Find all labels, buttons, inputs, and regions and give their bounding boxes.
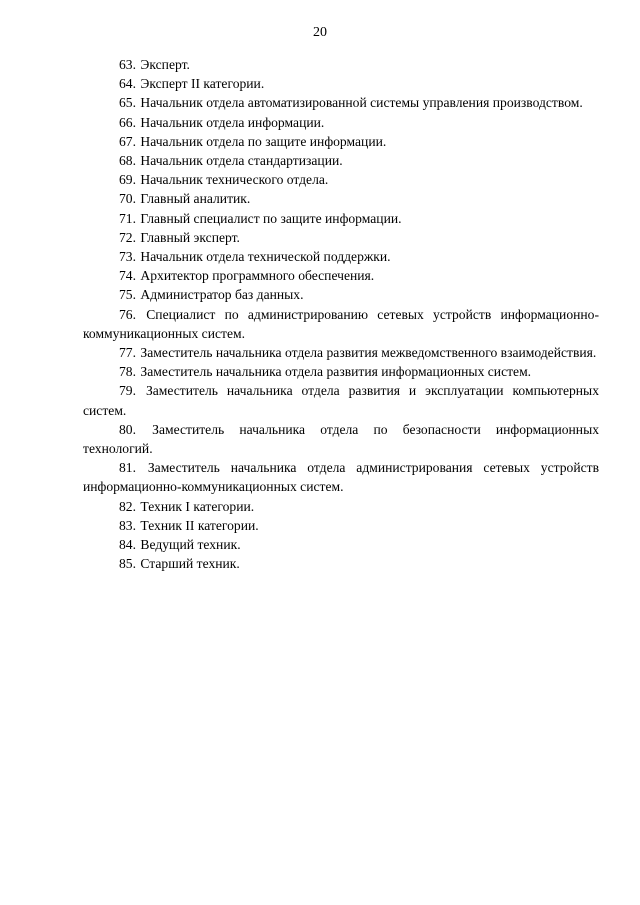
item-number: 69. bbox=[119, 172, 136, 188]
list-item bbox=[83, 170, 599, 189]
item-number: 73. bbox=[119, 249, 136, 265]
item-text: Специалист по администрированию сетевых устройств информационно-коммуникационных систем. bbox=[83, 306, 599, 341]
list-item bbox=[83, 362, 599, 381]
item-text: Начальник отдела по защите информации. bbox=[140, 133, 387, 149]
list-item bbox=[83, 381, 599, 419]
item-text: Эксперт II категории. bbox=[140, 76, 265, 92]
item-number: 76. bbox=[119, 306, 136, 322]
item-text: Техник II категории. bbox=[140, 517, 259, 533]
list-item bbox=[83, 209, 599, 228]
list-item bbox=[83, 343, 599, 362]
list-item bbox=[83, 497, 599, 516]
list-item bbox=[83, 516, 599, 535]
list-item bbox=[83, 266, 599, 285]
item-number: 79. bbox=[119, 383, 136, 399]
item-text: Техник I категории. bbox=[140, 498, 255, 514]
item-number: 72. bbox=[119, 229, 136, 245]
item-number: 63. bbox=[119, 57, 136, 72]
list-item bbox=[83, 420, 599, 458]
item-text: Архитектор программного обеспечения. bbox=[140, 268, 375, 284]
item-text: Эксперт. bbox=[140, 57, 190, 72]
item-number: 71. bbox=[119, 210, 136, 226]
item-number: 81. bbox=[119, 460, 136, 476]
list-item bbox=[83, 285, 599, 304]
item-number: 77. bbox=[119, 345, 136, 361]
item-number: 83. bbox=[119, 517, 136, 533]
item-number: 70. bbox=[119, 191, 136, 207]
item-number: 66. bbox=[119, 114, 136, 130]
item-text: Главный специалист по защите информации. bbox=[140, 210, 402, 226]
list-item bbox=[83, 535, 599, 554]
list-item bbox=[83, 228, 599, 247]
page-number: 20 bbox=[313, 25, 327, 40]
list-item bbox=[83, 151, 599, 170]
item-text: Начальник отдела информации. bbox=[140, 114, 325, 130]
item-text: Главный эксперт. bbox=[140, 229, 240, 245]
item-text: Главный аналитик. bbox=[140, 191, 251, 207]
list-item bbox=[83, 458, 599, 496]
list-item bbox=[83, 74, 599, 93]
item-number: 74. bbox=[119, 268, 136, 284]
item-number: 68. bbox=[119, 153, 136, 169]
item-text: Ведущий техник. bbox=[140, 537, 241, 553]
item-text: Старший техник. bbox=[140, 556, 240, 572]
item-text: Заместитель начальника отдела развития и эксплуатации компьютерных систем. bbox=[83, 383, 599, 418]
list-item bbox=[83, 55, 599, 74]
item-number: 80. bbox=[119, 421, 136, 437]
list-item bbox=[83, 113, 599, 132]
item-text: Заместитель начальника отдела администрирования сетевых устройств информационно-коммуникационных систем. bbox=[83, 460, 599, 495]
list-item bbox=[83, 132, 599, 151]
item-number: 64. bbox=[119, 76, 136, 92]
list-item bbox=[83, 93, 599, 112]
item-text: Заместитель начальника отдела по безопасности информационных технологий. bbox=[83, 421, 599, 457]
item-number: 78. bbox=[119, 364, 136, 380]
position-list bbox=[83, 55, 599, 573]
item-number: 67. bbox=[119, 133, 136, 149]
item-text: Начальник отдела технической поддержки. bbox=[140, 249, 391, 265]
list-item bbox=[83, 554, 599, 573]
item-text: Начальник технического отдела. bbox=[140, 172, 329, 188]
item-number: 82. bbox=[119, 498, 136, 514]
item-number: 85. bbox=[119, 556, 136, 572]
item-number: 84. bbox=[119, 537, 136, 553]
item-number: 75. bbox=[119, 287, 136, 303]
item-number: 65. bbox=[119, 95, 136, 111]
item-text: Заместитель начальника отдела развития межведомственного взаимодействия. bbox=[140, 345, 597, 361]
item-text: Заместитель начальника отдела развития информационных систем. bbox=[140, 364, 532, 380]
list-item bbox=[83, 305, 599, 343]
list-item bbox=[83, 189, 599, 208]
item-text: Администратор баз данных. bbox=[140, 287, 304, 303]
list-item bbox=[83, 247, 599, 266]
item-text: Начальник отдела автоматизированной системы управления производством. bbox=[140, 95, 583, 111]
item-text: Начальник отдела стандартизации. bbox=[140, 153, 343, 169]
